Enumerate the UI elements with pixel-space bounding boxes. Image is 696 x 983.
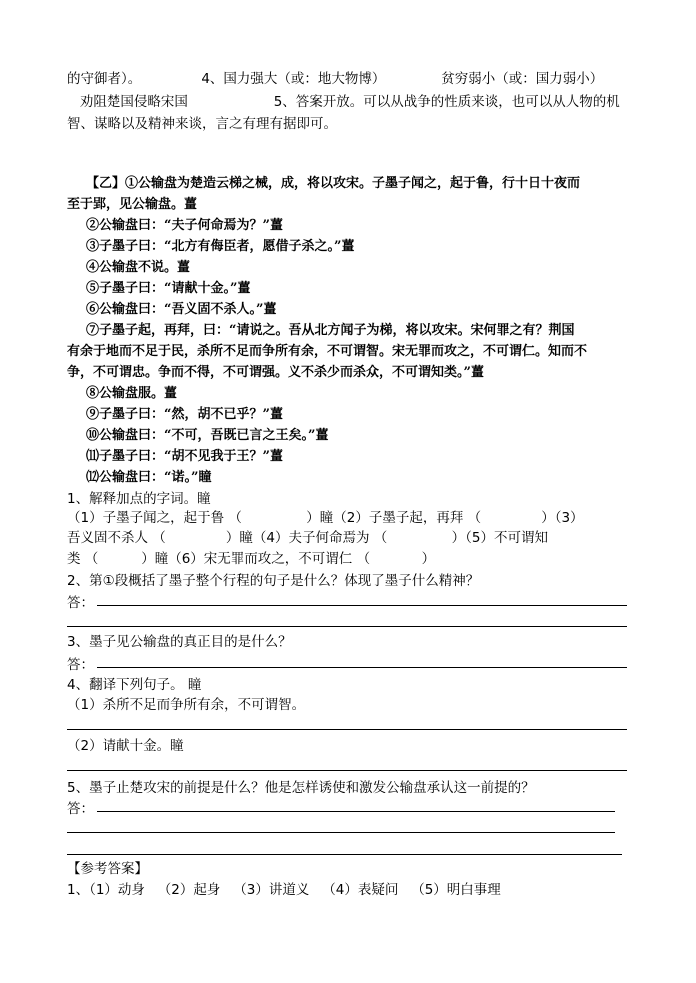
question-4-answer-line-2[interactable] (67, 770, 627, 771)
question-4-sentence-2: （2）请献十金。瞳 (67, 738, 184, 754)
reference-answer-1: 1、（1）动身 （2）起身 （3）讲道义 （4）表疑问 （5）明白事理 (67, 882, 501, 898)
passage-paragraph-7-line-1: ⑦子墨子起，再拜，曰：“请说之。吾从北方闻子为梯，将以攻宋。宋何罪之有？荆国 (86, 323, 575, 338)
passage-paragraph-7-line-2: 有余于地而不足于民，杀所不足而争所有余，不可谓智。宋无罪而攻之，不可谓仁。知而不 (67, 344, 588, 359)
question-5-answer-line-1[interactable] (97, 811, 615, 812)
passage-paragraph-1-line-2: 至于郢，见公输盘。薑 (67, 197, 198, 212)
question-2-title: 2、第①段概括了墨子整个行程的句子是什么？体现了墨子什么精神？ (67, 573, 480, 589)
question-1-line-3: 类 （ ）瞳（6）宋无罪而攻之，不可谓仁 （ ） (67, 551, 436, 567)
question-3-answer-label: 答： (67, 657, 94, 673)
passage-paragraph-4: ④公输盘不说。薑 (86, 260, 191, 275)
question-3-title: 3、墨子见公输盘的真正目的是什么？ (67, 634, 292, 650)
question-2-answer-label: 答： (67, 595, 94, 611)
passage-paragraph-2: ②公输盘曰：“夫子何命焉为？”薑 (86, 218, 283, 233)
question-3-answer-line[interactable] (97, 667, 627, 668)
question-2-answer-line-2[interactable] (67, 626, 627, 627)
passage-paragraph-12: ⑿公输盘曰：“诺。”瞳 (86, 470, 212, 485)
question-5-title: 5、墨子止楚攻宋的前提是什么？他是怎样诱使和激发公输盘承认这一前提的？ (67, 780, 535, 796)
passage-paragraph-8: ⑧公输盘服。薑 (86, 386, 178, 401)
passage-paragraph-11: ⑾子墨子曰：“胡不见我于王？”薑 (86, 449, 283, 464)
question-5-answer-line-2[interactable] (67, 832, 615, 833)
passage-paragraph-5: ⑤子墨子曰：“请献十金。”薑 (86, 281, 251, 296)
question-5-answer-label: 答： (67, 801, 94, 817)
passage-paragraph-3: ③子墨子曰：“北方有侮臣者，愿借子杀之。”薑 (86, 239, 355, 254)
passage-paragraph-6: ⑥公输盘曰：“吾义固不杀人。”薑 (86, 302, 277, 317)
passage-paragraph-1-line-1: 【乙】①公输盘为楚造云梯之械，成，将以攻宋。子墨子闻之，起于鲁，行十日十夜而 (86, 176, 581, 191)
question-4-sentence-1: （1）杀所不足而争所有余，不可谓智。 (67, 697, 306, 713)
question-5-answer-line-3[interactable] (67, 854, 622, 855)
question-2-answer-line-1[interactable] (97, 605, 627, 606)
passage-paragraph-7-line-3: 争，不可谓忠。争而不得，不可谓强。义不杀少而杀众，不可谓知类。”薑 (67, 365, 484, 380)
answer-continuation-line-1: 的守御者）。 4、国力强大（或：地大物博） 贫穷弱小（或：国力弱小） (67, 71, 604, 87)
answer-continuation-line-3: 智、谋略以及精神来谈，言之有理有据即可。 (67, 116, 337, 132)
question-4-title: 4、翻译下列句子。 瞳 (67, 677, 202, 693)
question-1-title: 1、解释加点的字词。瞳 (67, 491, 211, 507)
question-1-line-2: 吾义固不杀人 （ ）瞳（4）夫子何命焉为 （ ）（5）不可谓知 (67, 530, 548, 546)
question-4-answer-line-1[interactable] (67, 729, 627, 730)
reference-answers-heading: 【参考答案】 (67, 861, 148, 877)
passage-paragraph-9: ⑨子墨子曰：“然，胡不已乎？”薑 (86, 407, 283, 422)
answer-continuation-line-2: 劝阻楚国侵略宋国 5、答案开放。可以从战争的性质来谈，也可以从人物的机 (67, 94, 620, 110)
passage-paragraph-10: ⑩公输盘曰：“不可，吾既已言之王矣。”薑 (86, 428, 329, 443)
question-1-line-1: （1）子墨子闻之，起于鲁 （ ）瞳（2）子墨子起，再拜 （ ）（3） (67, 510, 584, 526)
